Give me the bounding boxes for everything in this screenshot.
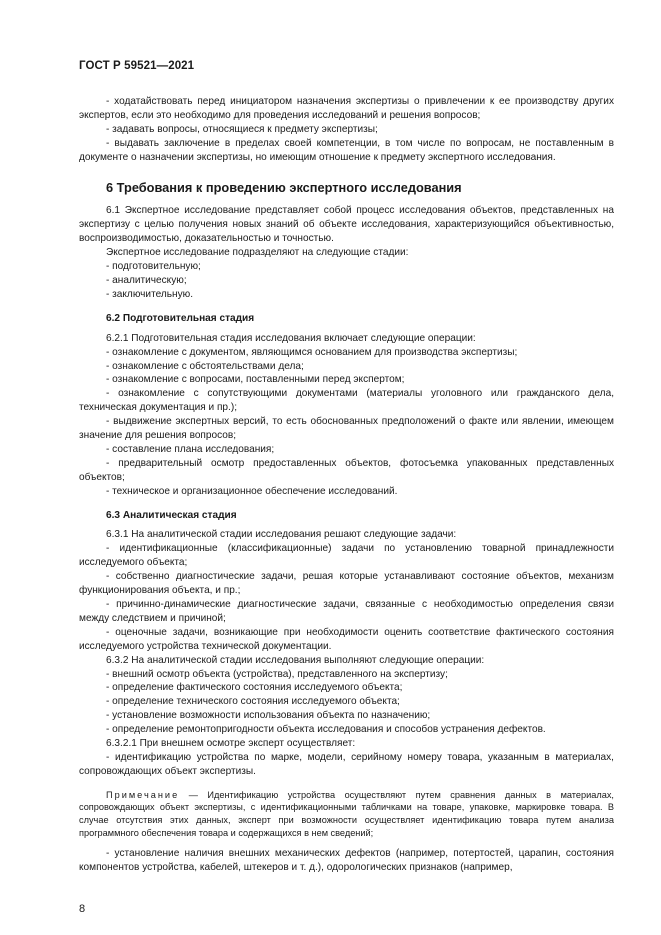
list-item: - ознакомление с вопросами, поставленными перед экспертом; — [106, 374, 405, 386]
operation-item: - определение ремонтопригодности объекта исследования и способов устранения дефектов. — [106, 724, 546, 736]
page-content — [79, 95, 614, 875]
section-6-title: 6 Требования к проведению экспертного исследования — [106, 179, 462, 195]
note — [79, 789, 614, 839]
paragraph-stages-intro: Экспертное исследование подразделяют на следующие стадии: — [106, 247, 409, 259]
list-item: - ознакомление с сопутствующими документами (материалы уголовного или гражданского дела, техническая документация и пр.); — [79, 388, 614, 414]
list-item: - ознакомление с документом, являющимся основанием для производства экспертизы; — [106, 346, 518, 358]
list-item: - техническое и организационное обеспечение исследований. — [106, 485, 398, 497]
paragraph-6-3-2: 6.3.2 На аналитической стадии исследования выполняют следующие операции: — [106, 654, 485, 666]
identification-item: - идентификацию устройства по марке, модели, серийному номеру товара, указанным в материалах, сопровождающих объект экспертизы. — [79, 751, 614, 777]
stage-item: - подготовительную; — [106, 261, 201, 273]
section-6-2-title: 6.2 Подготовительная стадия — [106, 312, 255, 324]
intro-item: - выдавать заключение в пределах своей компетенции, в том числе по вопросам, не поставленным в документе о назначении экспертизы, но имеющим отношение к предмету экспертного исследования. — [79, 137, 614, 163]
note-text: — Идентификацию устройства осуществляют путем сравнения данных в материалах, сопровождающих объект экспертизы, с идентификационными табличками на товаре, упаковке, маркировке товара. В случае отсутствия этих данных, эксперт при возможности осуществляет идентификацию товара путем анализа программного обеспечения товара и содержащихся в нем сведений; — [79, 789, 614, 838]
operation-item: - определение технического состояния исследуемого объекта; — [106, 696, 400, 708]
section-6-3-title: 6.3 Аналитическая стадия — [106, 509, 237, 521]
paragraph-6-2-1: 6.2.1 Подготовительная стадия исследования включает следующие операции: — [106, 332, 476, 344]
paragraph-6-3-1: 6.3.1 На аналитической стадии исследования решают следующие задачи: — [106, 529, 457, 541]
operation-item: - установление возможности использования объекта по назначению; — [106, 710, 431, 722]
stage-item: - аналитическую; — [106, 274, 187, 286]
task-item: - причинно-динамические диагностические задачи, связанные с необходимостью определения связи между следствием и причиной; — [79, 599, 614, 624]
intro-item: - ходатайствовать перед инициатором назначения экспертизы о привлечении к ее производству других экспертов, если это необходимо для проведения исследований и решения вопросов; — [79, 96, 614, 121]
page-number: 8 — [79, 903, 86, 915]
stage-item: - заключительную. — [106, 288, 194, 300]
list-item: - выдвижение экспертных версий, то есть обоснованных предположений о факте или явлении, имеющем значение для решения вопросов; — [79, 416, 614, 442]
list-item: - составление плана исследования; — [106, 443, 275, 455]
defects-item: - установление наличия внешних механических дефектов (например, потертостей, царапин, состояния компонентов устройства, кабелей, штекеров и т. д.), одорологических признаков (например, — [79, 848, 614, 874]
paragraph-6-1: 6.1 Экспертное исследование представляет собой процесс исследования объектов, представленных на экспертизу с целью получения новых знаний об объекте исследования, характеризующийся объективностью, воспроизводимостью, доказательностью и точностью. — [79, 205, 614, 245]
operation-item: - определение фактического состояния исследуемого объекта; — [106, 682, 403, 694]
operation-item: - внешний осмотр объекта (устройства), представленного на экспертизу; — [106, 668, 448, 680]
paragraph-6-3-2-1: 6.3.2.1 При внешнем осмотре эксперт осуществляет: — [106, 738, 356, 750]
task-item: - собственно диагностические задачи, решая которые устанавливают состояние объектов, механизм функционирования объекта, и пр.; — [79, 571, 614, 597]
list-item: - ознакомление с обстоятельствами дела; — [106, 360, 304, 372]
intro-item: - задавать вопросы, относящиеся к предмету экспертизы; — [106, 123, 378, 135]
note-label: Примечание — [106, 789, 180, 800]
task-item: - оценочные задачи, возникающие при необходимости оценить соответствие фактического состояния исследуемого устройства технической документации. — [79, 626, 614, 652]
standard-header: ГОСТ Р 59521—2021 — [79, 60, 195, 72]
task-item: - идентификационные (классификационные) задачи по установлению товарной принадлежности исследуемого объекта; — [79, 543, 614, 569]
list-item: - предварительный осмотр предоставленных объектов, фотосъемка упакованных представленных объектов; — [79, 457, 614, 483]
